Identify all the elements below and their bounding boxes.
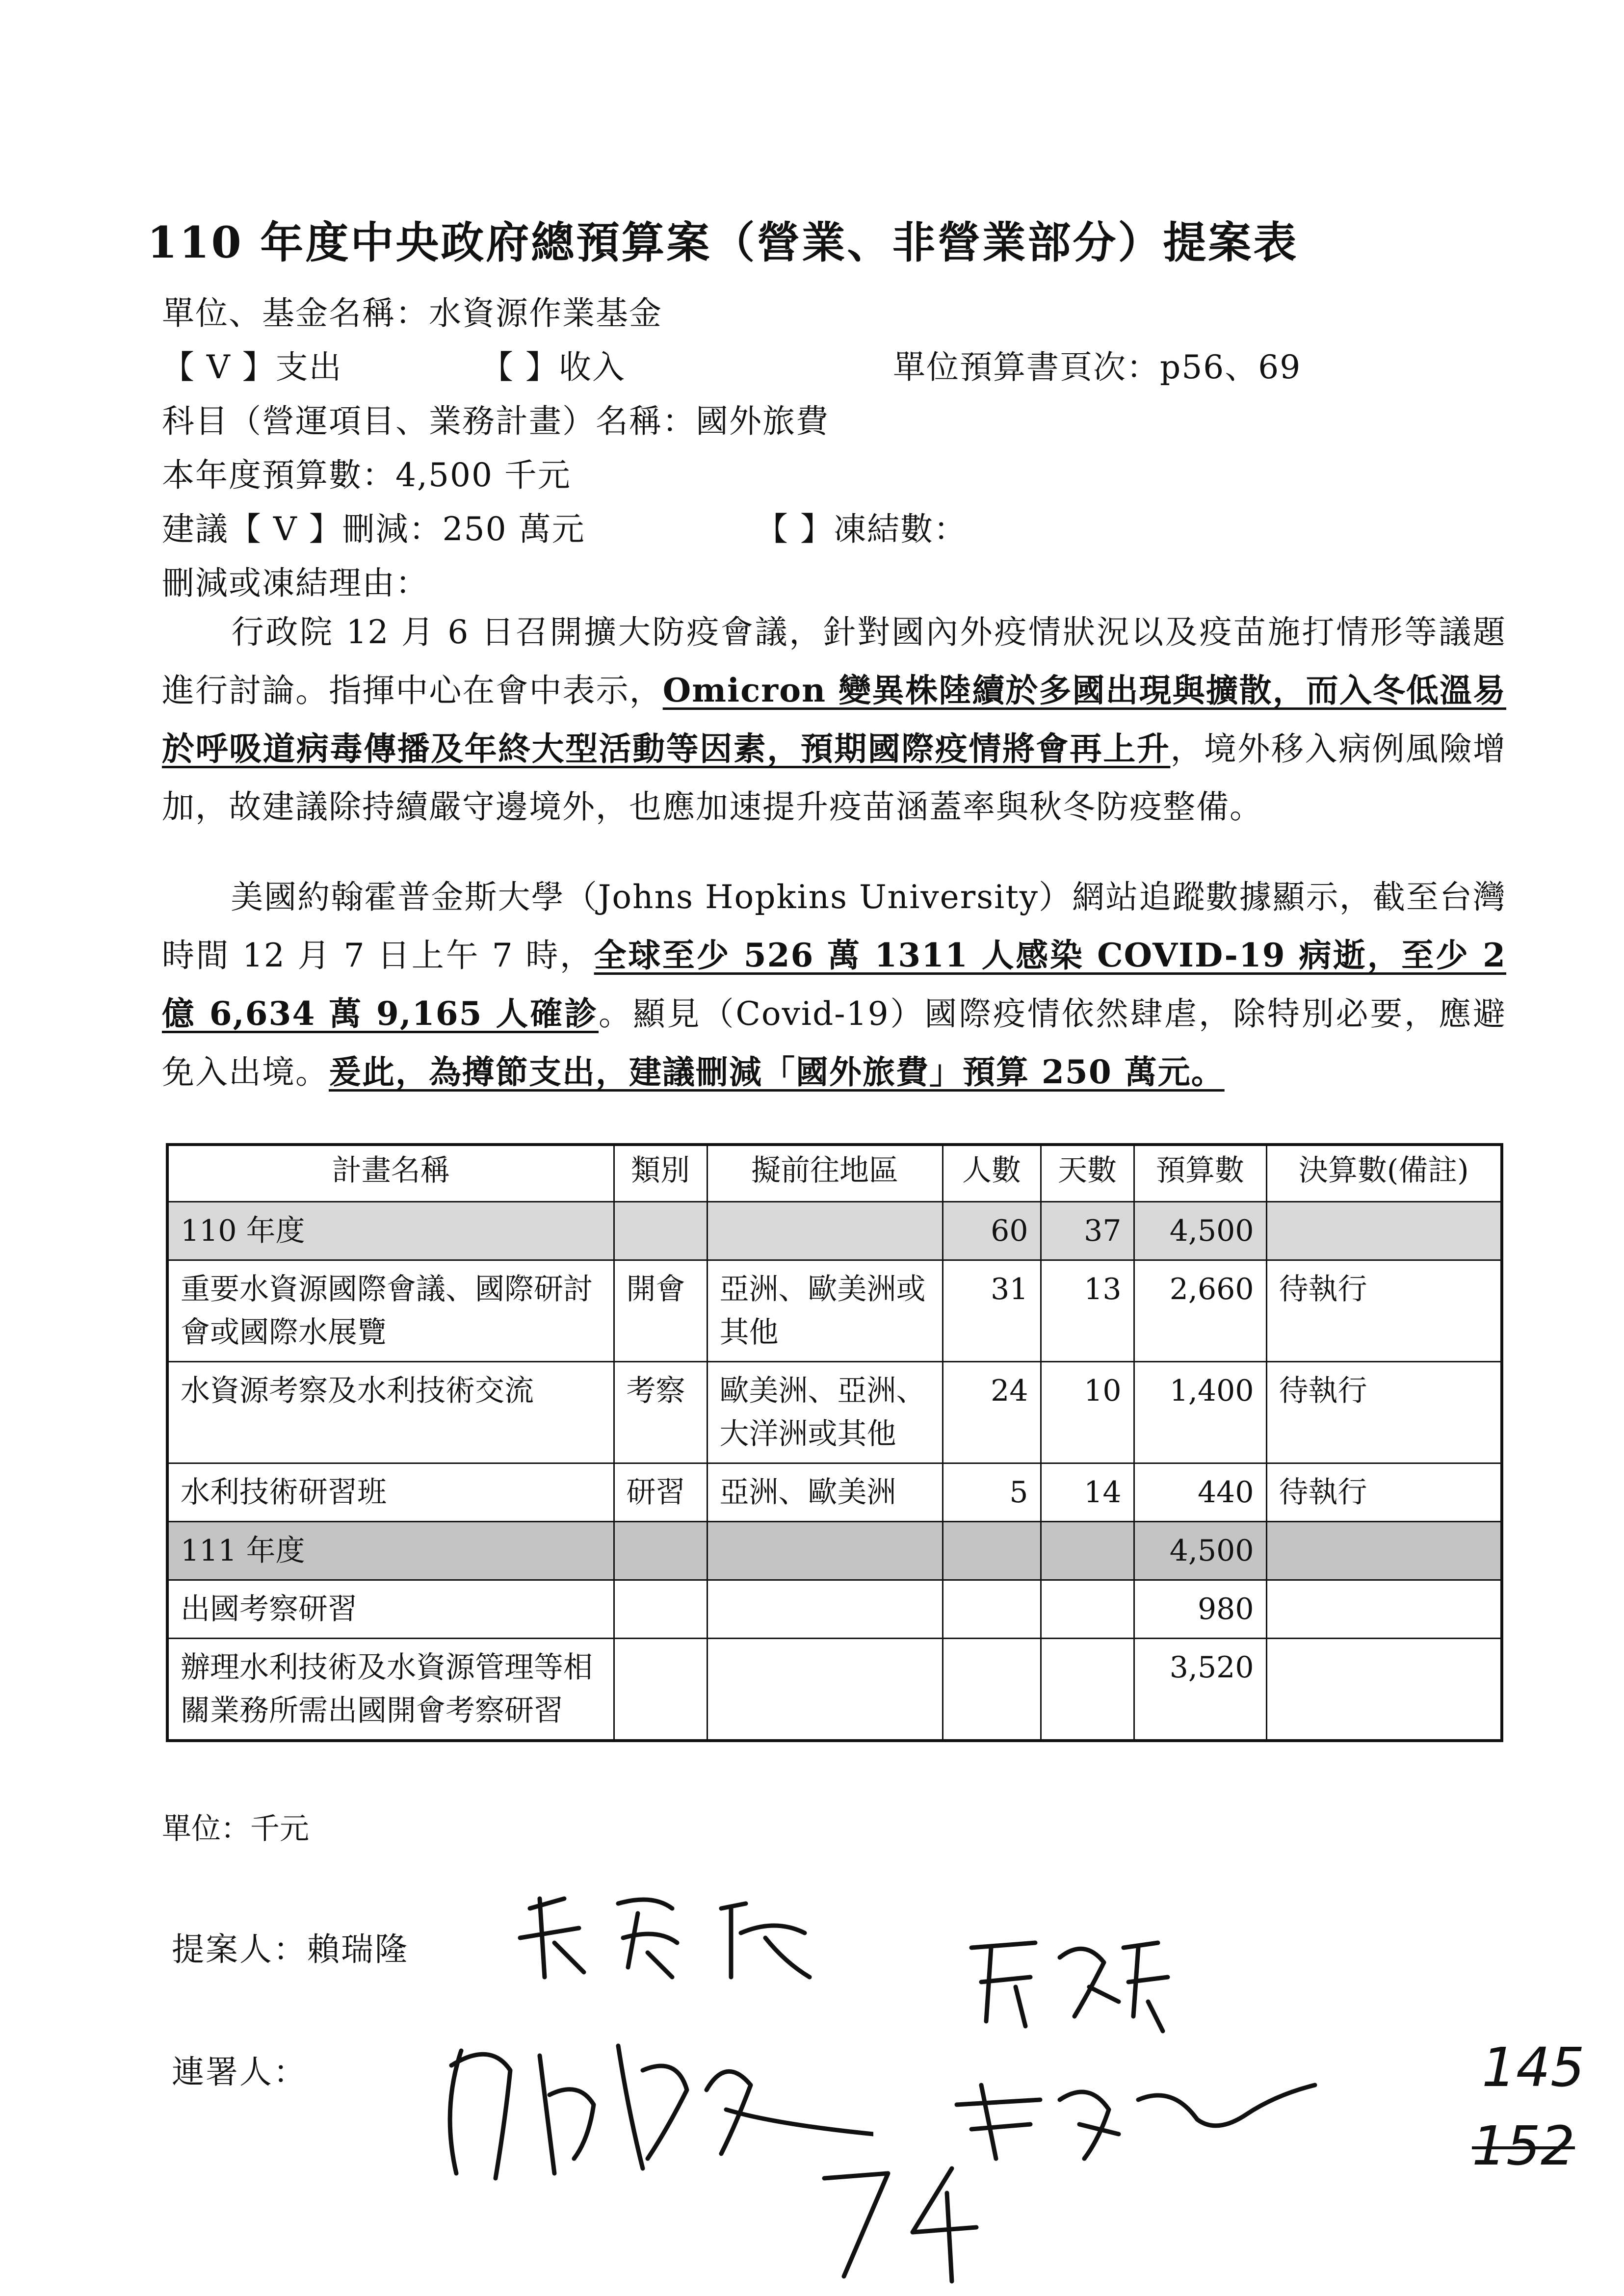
- header-plan-name: 計畫名稱: [167, 1145, 614, 1202]
- subject-name: 科目（營運項目、業務計畫）名稱：國外旅費: [162, 402, 829, 440]
- cell-note: 待執行: [1266, 1362, 1502, 1463]
- cell-days: 10: [1041, 1362, 1134, 1463]
- cell-budget: 2,660: [1134, 1260, 1266, 1362]
- cell-destination: 亞洲、歐美洲: [707, 1463, 943, 1522]
- annual-budget: 本年度預算數：4,500 千元: [162, 456, 571, 494]
- reason-paragraph-2: [162, 868, 1506, 1101]
- reason-p2-emphasis: 全球至少 526 萬 1311 人感染 COVID-19 病逝，至少 2 億 6,634 萬 9,165 人確診: [162, 936, 1506, 1033]
- cell-category: [614, 1639, 707, 1741]
- reason-label: 刪減或凍結理由：: [162, 564, 429, 602]
- cell-category: 考察: [614, 1362, 707, 1463]
- cell-budget: 4,500: [1134, 1522, 1266, 1580]
- reason-p2-text-c: 。顯見（Covid-19）國際疫情依然肆虐，除特別必要，應避免入出境。: [162, 995, 1506, 1091]
- cell-persons: 60: [943, 1202, 1041, 1260]
- table-header-row: [167, 1145, 1502, 1202]
- table-row: [167, 1580, 1502, 1639]
- cell-budget: 980: [1134, 1580, 1266, 1639]
- page-number-current: 145: [1482, 2036, 1585, 2099]
- cell-budget: 4,500: [1134, 1202, 1266, 1260]
- cell-plan: 110 年度: [167, 1202, 614, 1260]
- expense-checkbox-label: 【 V 】支出: [162, 348, 342, 386]
- cell-persons: [943, 1580, 1041, 1639]
- income-checkbox-label: 【 】收入: [481, 348, 626, 386]
- table-row: [167, 1522, 1502, 1580]
- cosigner-signature-lower: [942, 2056, 1325, 2168]
- reason-p2-text-a: 美國約翰霍普金斯大學（Johns Hopkins University）網站追蹤數據顯示，截至台灣時間 12 月 7 日上午 7 時，: [162, 878, 1506, 974]
- travel-budget-table: [166, 1143, 1503, 1742]
- cell-destination: [707, 1202, 943, 1260]
- cell-days: [1041, 1522, 1134, 1580]
- cell-category: [614, 1202, 707, 1260]
- reason-p2-conclusion: 爰此，為撙節支出，建議刪減「國外旅費」預算 250 萬元。: [329, 1053, 1225, 1091]
- cell-days: 13: [1041, 1260, 1134, 1362]
- cell-days: [1041, 1639, 1134, 1741]
- cell-budget: 440: [1134, 1463, 1266, 1522]
- cell-note: [1266, 1580, 1502, 1639]
- proposer-label: 提案人：賴瑞隆: [172, 1931, 409, 1968]
- cell-destination: [707, 1639, 943, 1741]
- cell-persons: 5: [943, 1463, 1041, 1522]
- travel-budget-table-wrap: [166, 1143, 1500, 1742]
- table-row: [167, 1202, 1502, 1260]
- reason-p1-text-c: ，境外移入病例風險增加，故建議除持續嚴守邊境外，也應加速提升疫苗涵蓋率與秋冬防疫整備。: [162, 730, 1507, 826]
- cell-budget: 1,400: [1134, 1362, 1266, 1463]
- header-final-amount: 決算數(備註): [1266, 1145, 1502, 1202]
- table-row: [167, 1463, 1502, 1522]
- cell-budget: 3,520: [1134, 1639, 1266, 1741]
- cell-plan: 水資源考察及水利技術交流: [167, 1362, 614, 1463]
- page-number-struck: 152: [1472, 2114, 1575, 2177]
- freeze-amount: 【 】凍結數：: [756, 510, 967, 548]
- cell-persons: [943, 1639, 1041, 1741]
- cell-note: [1266, 1639, 1502, 1741]
- cosigner-label: 連署人：: [172, 2053, 307, 2091]
- cell-persons: 24: [943, 1362, 1041, 1463]
- cell-destination: 歐美洲、亞洲、大洋洲或其他: [707, 1362, 943, 1463]
- cell-note: 待執行: [1266, 1260, 1502, 1362]
- cell-plan: 出國考察研習: [167, 1580, 614, 1639]
- cell-category: [614, 1580, 707, 1639]
- cell-plan: 111 年度: [167, 1522, 614, 1580]
- cell-note: 待執行: [1266, 1463, 1502, 1522]
- cell-days: [1041, 1580, 1134, 1639]
- header-destination: 擬前往地區: [707, 1145, 943, 1202]
- cell-note: [1266, 1202, 1502, 1260]
- cell-persons: [943, 1522, 1041, 1580]
- table-row: [167, 1362, 1502, 1463]
- proposer-signature: [510, 1879, 829, 1992]
- cell-destination: [707, 1522, 943, 1580]
- cut-amount: 建議【 V 】刪減：250 萬元: [162, 510, 585, 548]
- cell-category: 研習: [614, 1463, 707, 1522]
- header-budget: 預算數: [1134, 1145, 1266, 1202]
- cell-category: 開會: [614, 1260, 707, 1362]
- reason-paragraph-1: [162, 603, 1506, 836]
- fund-name: 單位、基金名稱：水資源作業基金: [162, 294, 662, 332]
- document-title: 110 年度中央政府總預算案（營業、非營業部分）提案表: [147, 217, 1299, 268]
- cell-plan: 重要水資源國際會議、國際研討會或國際水展覽: [167, 1260, 614, 1362]
- cell-persons: 31: [943, 1260, 1041, 1362]
- cell-days: 14: [1041, 1463, 1134, 1522]
- cell-days: 37: [1041, 1202, 1134, 1260]
- cell-note: [1266, 1522, 1502, 1580]
- cell-plan: 水利技術研習班: [167, 1463, 614, 1522]
- cell-destination: [707, 1580, 943, 1639]
- reason-p1-text-a: 行政院 12 月 6 日召開擴大防疫會議，針對國內外疫情狀況以及疫苗施打情形等議題進行討論。指揮中心在會中表示，: [162, 613, 1506, 709]
- handwritten-number-74: [814, 2149, 981, 2286]
- reason-p1-emphasis: Omicron 變異株陸續於多國出現與擴散，而入冬低溫易於呼吸道病毒傳播及年終大型活動等因素，預期國際疫情將會再上升: [162, 671, 1507, 768]
- header-category: 類別: [614, 1145, 707, 1202]
- header-persons: 人數: [943, 1145, 1041, 1202]
- cosigner-signature-top: [962, 1928, 1173, 2041]
- table-row: [167, 1260, 1502, 1362]
- table-unit-note: 單位：千元: [162, 1812, 309, 1846]
- cell-plan: 辦理水利技術及水資源管理等相關業務所需出國開會考察研習: [167, 1639, 614, 1741]
- cosigner-signature-main: [432, 2011, 873, 2208]
- header-days: 天數: [1041, 1145, 1134, 1202]
- cell-category: [614, 1522, 707, 1580]
- cell-destination: 亞洲、歐美洲或其他: [707, 1260, 943, 1362]
- page-reference: 單位預算書頁次：p56、69: [893, 348, 1302, 386]
- table-row: [167, 1639, 1502, 1741]
